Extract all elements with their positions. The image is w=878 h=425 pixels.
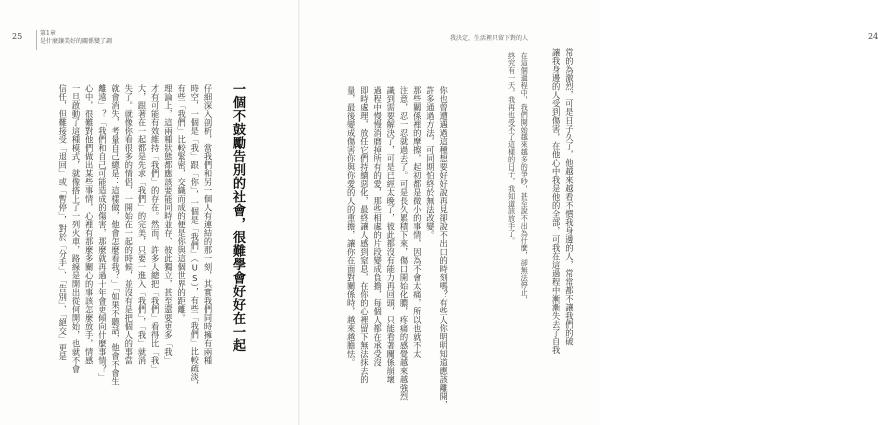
body-line: 失了。就像你看很多的情侶，一開始在一起的時候，並沒有是把個人的事當 — [123, 84, 134, 365]
chapter-title: 是什麼讓美好的關係變了調 — [40, 38, 113, 45]
body-line: 才有可能有效維持「我們」的存在。然而，許多人總把「我們」看得比「我」 — [150, 84, 161, 373]
body-line: 離遠」？「我們和自己可能造成的傷害，那麼就再過十年會更傾向什麼事情？」 — [97, 84, 108, 382]
body-line: 那些關係裡的摩擦，起初都是微小的事情，因為不會太痛，所以也就不太 — [412, 86, 423, 358]
body-line: 大，跟著在一起都是先求「我們」的完美，只要一進入「我們」，「我」就消 — [136, 84, 147, 365]
body-line: 注意，忍一忍就過去了。可是長久累積下來，傷口開始化膿，疼痛的感覺越來越強烈 — [399, 86, 410, 401]
body-line: 信任，但難接受「退回」或「暫停」，對於「分手」、「告別」、「絕交」更是 — [57, 84, 68, 361]
body-line: 常的為激烈，可是日子久了，他越來越看不慣我身邊的人，常常都不讓我們的破 — [564, 48, 575, 346]
body-line: 心中，很難對他們做出某些事情，心裡有那麼多關心的事該怎麼放手，情感 — [84, 84, 95, 365]
quote-line: 在這個過程中，我們開始越來越多的爭吵，甚至說不出為什麼，卻無法停止， — [520, 52, 530, 304]
body-line: 你也曾遭遇過這種想要好好說再見卻說不出口的時刻嗎？有些人你明明知道應該離開， — [438, 86, 449, 409]
body-line: 理論上，這兩種狀態都應該要能同時並存、彼此獨立，甚至還要更多「我」 — [163, 84, 174, 365]
chapter-divider — [36, 30, 37, 50]
chapter-label: 第1章 — [40, 30, 56, 37]
body-line: 識到需要解決了，可是已經太晚了，彼此都沒有能力再回頭，只能看著關係崩壞 — [385, 86, 396, 384]
page-number-left: 25 — [12, 32, 23, 41]
right-body-text-top — [549, 48, 575, 354]
body-line: 仔細深入剖析，當我們和另一個人有連結的那一刻，其實我們同時擁有兩種 — [203, 84, 213, 365]
right-body-text — [344, 86, 450, 409]
running-title: 我決定，生活裡只留下對的人 — [449, 35, 528, 42]
body-line: 即時處理，放任它們持續惡化，最終讓人感到窒息，在你的心裡留下無法抹去的 — [359, 86, 370, 384]
body-line: 有些「我們」比較緊密，交織而成的便是你與這個世界的距離。 — [176, 84, 187, 322]
left-page — [0, 0, 300, 425]
body-line: 一旦啟動了這種模式，就像搭上了一列火車，路線是開出從何開始，也就不會 — [70, 84, 81, 373]
quote-block — [505, 52, 530, 304]
body-line: 量，最後變成傷害你與你愛的人的重擔，讓你在面對關係時，越來越膽怯。 — [346, 86, 357, 367]
body-line: 就會消失，考量自己總是：這樣做，他會怎麼看我？」「如果不聽話，他會不會生 — [110, 84, 121, 386]
chapter-header — [40, 30, 112, 46]
quote-line: 終究有一天，我再也受不了這樣的日子，我知道該放手了。 — [507, 52, 517, 245]
body-line: 許多通過方法，可同期怕終於無法改變。 — [425, 86, 436, 239]
section-heading: 一個不鼓勵告別的社會，很難學會好好在一起 — [230, 82, 245, 352]
body-line: 過程中慢慢消磨掉所有的愛，那些相處的片段變成負擔，每個人都在承受沒 — [372, 86, 383, 367]
page-number-right: 24 — [868, 32, 878, 41]
left-body-text — [56, 84, 214, 389]
body-line: 時空，一個是「我」跟「你」，一個是「我們」（US），有些「我們」比較疏淡， — [189, 84, 200, 390]
body-line: 讓我身邊的人受到傷害，在他心中我是他的全部，可我在這過程中漸漸失去了自我 — [551, 48, 562, 354]
